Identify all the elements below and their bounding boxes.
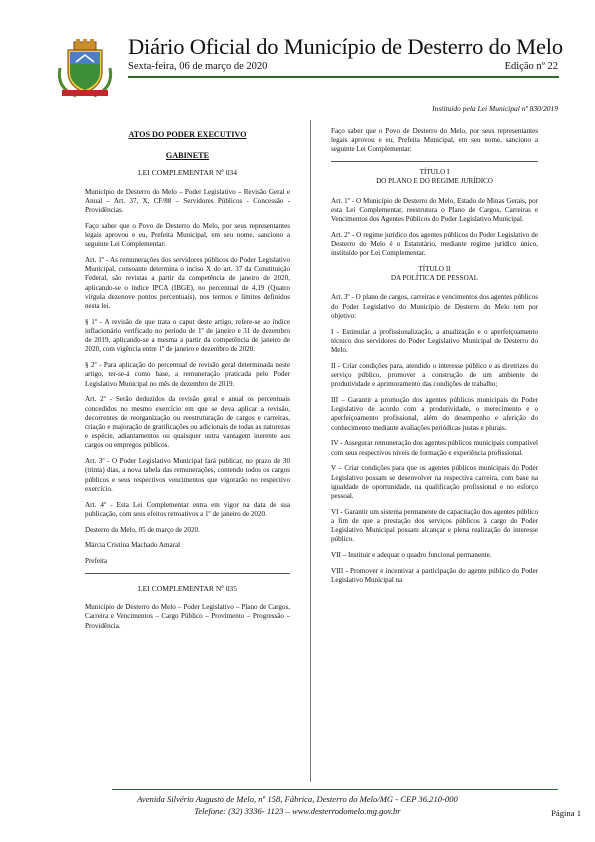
item-i: I - Estimular a profissionalização, a atualização e o aperfeiçoamento técnico dos servidores do Poder Legislativo Municipal de Desterro do Melo.	[331, 327, 538, 355]
footer-rule	[112, 789, 558, 790]
item-vi: VI - Garantir um sistema permanente de capacitação dos agentes público a fim de que a prestação dos serviços públicos à cargo do Poder Legislativo Municipal possam alcançar e plena realização do interesse público.	[331, 507, 538, 544]
title-1-number: TÍTULO I	[419, 168, 450, 177]
law-034-art-4: Art. 4º - Esta Lei Complementar entra em vigor na data de sua publicação, com seus efeitos retroativos a 1º de janeiro de 2020.	[85, 500, 290, 518]
header-rule	[128, 76, 559, 78]
signer-role: Prefeita	[85, 557, 108, 566]
law-035-intro: Faço saber que o Povo de Desterro do Melo, por seus representantes legais aprovou e eu, Prefeita Municipal, em seu nome, sanciono a seguinte Lei Complementar:	[331, 127, 538, 154]
title-2-name: DA POLÍTICA DE PESSOAL	[390, 274, 479, 283]
law-035-ementa: Município de Desterro do Melo – Poder Legislativo – Plano de Cargos, Carreira e Vencimentos – Cargo Público – Provimento – Progressão – Providência.	[85, 603, 290, 630]
law-034-paragraph-1: § 1º - A revisão de que trata o caput deste artigo, refere-se ao índice inflacionário verificado no período de 1º de janeiro e 31 de dezembro de 2019, aplicando-se a mesma a partir da competência de janeiro de 2020, com vigência entre 1º de janeiro e dezembro de 2020.	[85, 317, 290, 354]
newspaper-title: Diário Oficial do Município de Desterro do Melo	[128, 34, 563, 59]
law-title-035: LEI COMPLEMENTAR Nº 035	[138, 584, 237, 594]
left-column	[85, 127, 290, 637]
law-034-art-3: Art. 3º - O Poder Legislativo Municipal fará publicar, no prazo de 30 (trinta) dias, a nova tabela das remunerações, contendo todos os cargos públicos e seus respectivos vencimentos que vigorarão no respectivo exercício.	[85, 457, 290, 493]
instituted-by-law: Instituído pela Lei Municipal nº 830/2019	[432, 104, 558, 113]
coat-of-arms-logo	[54, 38, 116, 100]
law-034-intro: Faço saber que o Povo de Desterro do Melo, por seus representantes legais aprovou e eu, Prefeita Municipal, em seu nome, sanciono a seguinte Lei Complementar:	[85, 221, 290, 249]
right-column	[331, 127, 538, 592]
item-iii: III – Garantir a promoção dos agentes públicos municipais do Poder Legislativo de acordo com a produtividade, o merecimento e o aperfeiçoamento profissional, além do desempenho e aferição do conhecimento mediante avaliações periódicas justas e plurais.	[331, 396, 538, 432]
section-separator	[331, 161, 538, 162]
law-034-art-1: Art. 1º - As remunerações dos servidores públicos do Poder Legislativo Municipal, consoante determina o inciso X do art. 37 da Constituição Federal, são revistas a partir da competência de janeiro de 2020, aplicando-se o índice IPCA (IBGE), no percentual de 4,19 (Quatro vírgula dezenove pontos percentuais), nos termos e limites definidos nesta lei.	[85, 256, 290, 311]
title-2-number: TÍTULO II	[418, 265, 451, 274]
law-035-art-1: Art. 1º - O Município de Desterro do Melo, Estado de Minas Gerais, por esta Lei Complementar, reestrutura o Plano de Cargos, Carreiras e Vencimentos dos Agentes Públicos do Poder Legislativo Municipal.	[331, 196, 538, 224]
section-separator	[85, 573, 290, 574]
section-heading-executive: ATOS DO PODER EXECUTIVO	[128, 130, 247, 139]
item-vii: VII – Instituir e adequar o quadro funcional permanente.	[331, 551, 492, 560]
signer-name: Márcia Cristina Machado Amaral	[85, 541, 181, 550]
item-ii: II - Criar condições para, atendido o interesse público e as diretrizes do serviço público, promover a construção de um ambiente de produtividade e aprimoramento das condições de trabalho;	[331, 361, 538, 389]
footer-address: Avenida Silvério Augusto de Melo, nº 158, Fábrica, Desterro do Melo/MG - CEP 36.210-000	[137, 794, 458, 804]
page-number: Página 1	[551, 808, 581, 818]
section-heading-cabinet: GABINETE	[165, 151, 210, 161]
issue-date: Sexta-feira, 06 de março de 2020	[128, 61, 268, 72]
law-035-art-3: Art. 3º - O plano de cargos, carreiras e vencimentos dos agentes públicos do Poder Legislativo do Município de Desterro do Melo tem por objetivo:	[331, 293, 538, 320]
item-iv: IV - Assegurar remuneração dos agentes públicos municipais compatível com seus respectivos níveis de formação e experiência profissional.	[331, 439, 538, 457]
footer-contact: Telefone: (32) 3336- 1123 – www.desterrodomelo.mg.gov.br	[194, 806, 401, 816]
law-034-paragraph-2: § 2º - Para aplicação do percentual de revisão geral determinada neste artigo, ter-se-á como base, a remuneração praticada pelo Poder Legislativo Municipal no mês de dezembro de 2019.	[85, 361, 290, 388]
item-viii: VIII - Promover e incentivar a participação do agente público do Poder Legislativo Municipal na	[331, 567, 538, 585]
law-034-art-2: Art. 2º - Serão deduzidos da revisão geral e anual os percentuais concedidos no mesmo exercício em que se deva aplicar a revisão, decorrentes de reorganização ou reestruturação de cargos e carreiras, criação e majoração de gratificações ou adicionais de todas as naturezas e espécie, adiantamentos ou quaisquer outra vantagem inerente aos cargos ou empregos públicos.	[85, 395, 290, 450]
item-v: V – Criar condições para que os agentes públicos municipais do Poder Legislativo possam se desenvolver na respectiva carreira, com base na igualdade de oportunidade, na qualificação profissional e no esforço pessoal.	[331, 464, 538, 501]
law-035-art-2: Art. 2º - O regime jurídico dos agentes públicos do Poder Legislativo de Desterro do Melo é o Estatutário, mediante regime jurídico único, instituído por Lei Complementar.	[331, 230, 538, 258]
edition-number: Edição nº 22	[504, 61, 558, 72]
law-034-ementa: Município de Desterro do Melo – Poder Legislativo – Revisão Geral e Anual – Art. 37, X, CF/88 – Servidores Públicos - Concessão - Providências.	[85, 187, 290, 215]
law-034-place-date: Desterro do Melo, 05 de março de 2020.	[85, 525, 200, 534]
column-divider	[310, 120, 311, 782]
title-1-name: DO PLANO E DO REGIME JURÍDICO	[376, 177, 493, 186]
law-title-034: LEI COMPLEMENTAR Nº 034	[138, 168, 237, 178]
